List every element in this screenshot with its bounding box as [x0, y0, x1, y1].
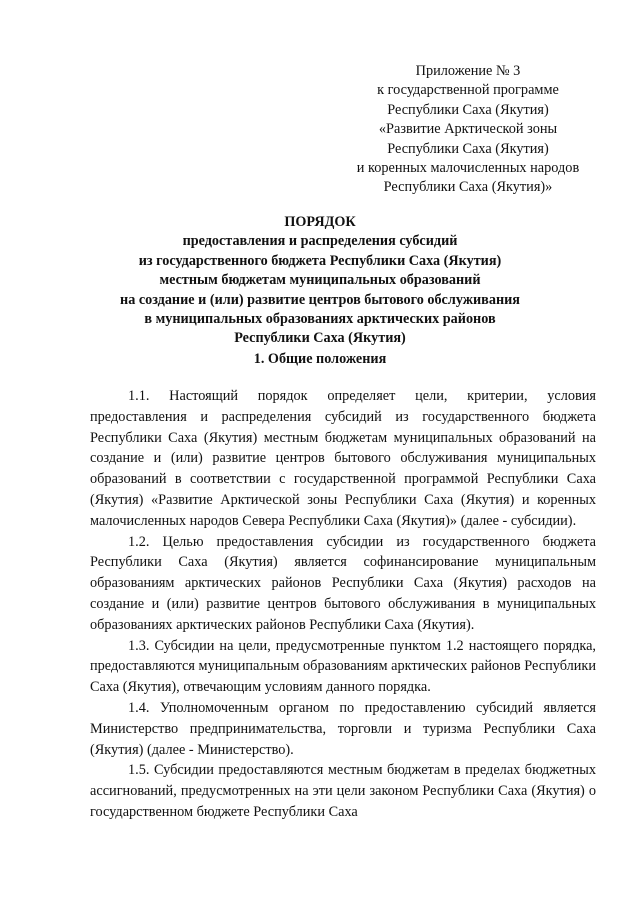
title-line: на создание и (или) развитие центров бытового обслуживания	[120, 291, 520, 308]
appendix-line: и коренных малочисленных народов	[356, 160, 580, 177]
title-line: ПОРЯДОК	[284, 214, 356, 230]
appendix-note	[330, 62, 606, 198]
paragraph: 1.3. Субсидии на цели, предусмотренные пунктом 1.2 настоящего порядка, предоставляются муниципальным образованиям арктических районов Республики Саха (Якутия), отвечающим условиям данного порядка.	[90, 637, 596, 696]
title-line: предоставления и распределения субсидий	[182, 233, 458, 250]
title-line: Республики Саха (Якутия)	[234, 330, 406, 347]
paragraph: 1.1. Настоящий порядок определяет цели, критерии, условия предоставления и распределения субсидий из государственного бюджета Республики Саха (Якутия) местным бюджетам муниципальных образований на создание и (или) развитие центров бытового обслуживания муниципальных образований в соответствии с государственной программой Республики Саха (Якутия) «Развитие Арктической зоны Республики Саха (Якутия) и коренных малочисленных народов Севера Республики Саха (Якутия)» (далее - субсидии).	[90, 388, 596, 529]
title-line: местным бюджетам муниципальных образований	[159, 272, 481, 289]
section-heading: 1. Общие положения	[253, 351, 387, 367]
appendix-line: Республики Саха (Якутия)	[387, 101, 549, 118]
appendix-line: «Развитие Арктической зоны	[378, 121, 558, 138]
paragraph: 1.5. Субсидии предоставляются местным бюджетам в пределах бюджетных ассигнований, предусмотренных на эти цели законом Республики Саха (Якутия) о государственном бюджете Республики Саха	[90, 762, 596, 820]
title-line: в муниципальных образованиях арктических районов	[144, 311, 496, 328]
paragraph: 1.2. Целью предоставления субсидии из государственного бюджета Республики Саха (Якутия) является софинансирование муниципальным образованиям арктических районов Республики Саха (Якутия) расходов на создание и (или) развитие центров бытового обслуживания в муниципальных образованиях арктических районов Республики Саха (Якутия).	[90, 533, 596, 633]
appendix-line: Приложение № 3	[415, 63, 521, 79]
document-title	[60, 213, 580, 349]
paragraph: 1.4. Уполномоченным органом по предоставлению субсидий является Министерство предпринимательства, торговли и туризма Республики Саха (Якутия) (далее - Министерство).	[90, 699, 596, 758]
title-line: из государственного бюджета Республики Саха (Якутия)	[138, 252, 502, 269]
document-body	[90, 386, 596, 823]
appendix-line: Республики Саха (Якутия)»	[383, 179, 553, 196]
appendix-line: Республики Саха (Якутия)	[387, 140, 549, 157]
appendix-line: к государственной программе	[377, 82, 559, 99]
